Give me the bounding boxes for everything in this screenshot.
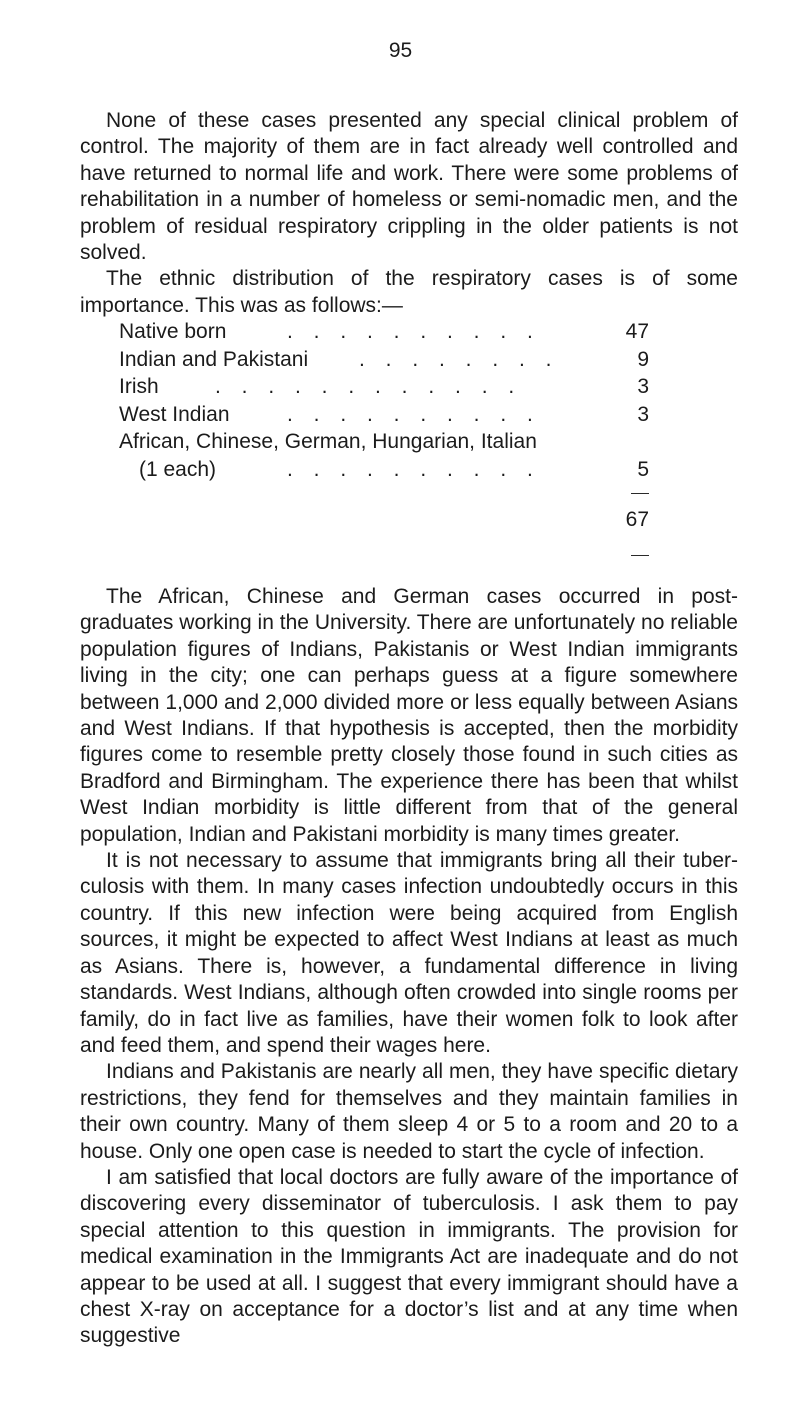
total-value: 67: [625, 508, 649, 531]
paragraph-ethnic-distribution: The ethnic distribution of the respiratory cases is of some importance. This was as follows:—: [80, 267, 738, 317]
row-label: Indian and Pakistani: [119, 347, 309, 371]
table-row: [119, 428, 649, 456]
table-row: [119, 318, 649, 346]
row-value: 47: [625, 320, 649, 343]
dot-leader: . . . . . . . . . .: [287, 320, 533, 343]
ethnic-distribution-table: [119, 318, 649, 531]
row-value: 3: [637, 402, 649, 426]
dot-leader: . . . . . . . .: [359, 347, 552, 371]
table-row: [119, 401, 649, 429]
dot-leader: . . . . . . . . . . . .: [215, 375, 515, 399]
intro-text: [80, 108, 738, 319]
row-value: 3: [637, 375, 649, 399]
table-row: [119, 346, 649, 374]
total-rule-top: [631, 493, 649, 494]
paragraph-local-doctors: I am satisfied that local doctors are fully aware of the importance of discovering every disseminator of tuberculosis. I ask them to pay special attention to this question in immigrants. The provision for medical examination in the Immigrants Act are inadequate and do not appear to be used at all. I suggest that every immigrant should have a chest X-ray on acceptance for a doctor’s list and at any time when suggestive: [80, 1165, 738, 1348]
row-value: 5: [637, 457, 649, 481]
row-label: Native born: [119, 320, 227, 343]
dot-leader: . . . . . . . . . .: [287, 402, 533, 426]
paragraph-african-chinese-german: The African, Chinese and German cases occurred in post-graduates working in the University. There are unfortunately no reliable population figures of Indians, Pakistanis or West Indian immigrants living in the city; one can perhaps guess at a figure somewhere between 1,000 and 2,000 divided more or less equally between Asians and West Indians. If that hypothesis is accepted, then the morbidity figures come to resemble pretty closely those found in such cities as Bradford and Birmingham. The experience there has been that whilst West Indian morbidity is little different from that of the general population, Indian and Pakistani morbidity is many times greater.: [80, 585, 738, 846]
main-text: [80, 584, 738, 1350]
page-number: 95: [388, 39, 413, 62]
total-rule-bottom: [631, 555, 649, 556]
paragraph-immigrant-tuberculosis: It is not necessary to assume that immigrants bring all their tuber-culosis with them. In many cases infection undoubtedly occurs in this country. If this new infection were being acquired from English sources, it might be expected to affect West Indians at least as much as Asians. There is, however, a fundamental difference in living standards. West Indians, although often crowded into single rooms per family, do in fact live as families, have their women folk to look after and feed them, and spend their wages here.: [80, 849, 738, 1057]
row-label: African, Chinese, German, Hungarian, Italian: [119, 430, 537, 454]
paragraph-clinical-problem: None of these cases presented any special clinical problem of control. The majority of them are in fact already well controlled and have returned to normal life and work. There were some problems of rehabilitation in a number of homeless or semi-nomadic men, and the problem of residual respiratory crippling in the older patients is not solved.: [80, 109, 738, 265]
table-row: [119, 373, 649, 401]
row-label: Irish: [119, 375, 159, 399]
row-value: 9: [637, 347, 649, 371]
total-row: [589, 506, 649, 534]
table-row: [119, 456, 649, 484]
row-label: West Indian: [119, 402, 230, 426]
paragraph-indians-pakistanis: Indians and Pakistanis are nearly all men, they have specific dietary restrictions, they fend for themselves and they maintain families in their own country. Many of them sleep 4 or 5 to a room and 20 to a house. Only one open case is needed to start the cycle of infection.: [80, 1060, 738, 1163]
row-label: (1 each): [139, 457, 217, 481]
dot-leader: . . . . . . . . . .: [287, 457, 533, 481]
